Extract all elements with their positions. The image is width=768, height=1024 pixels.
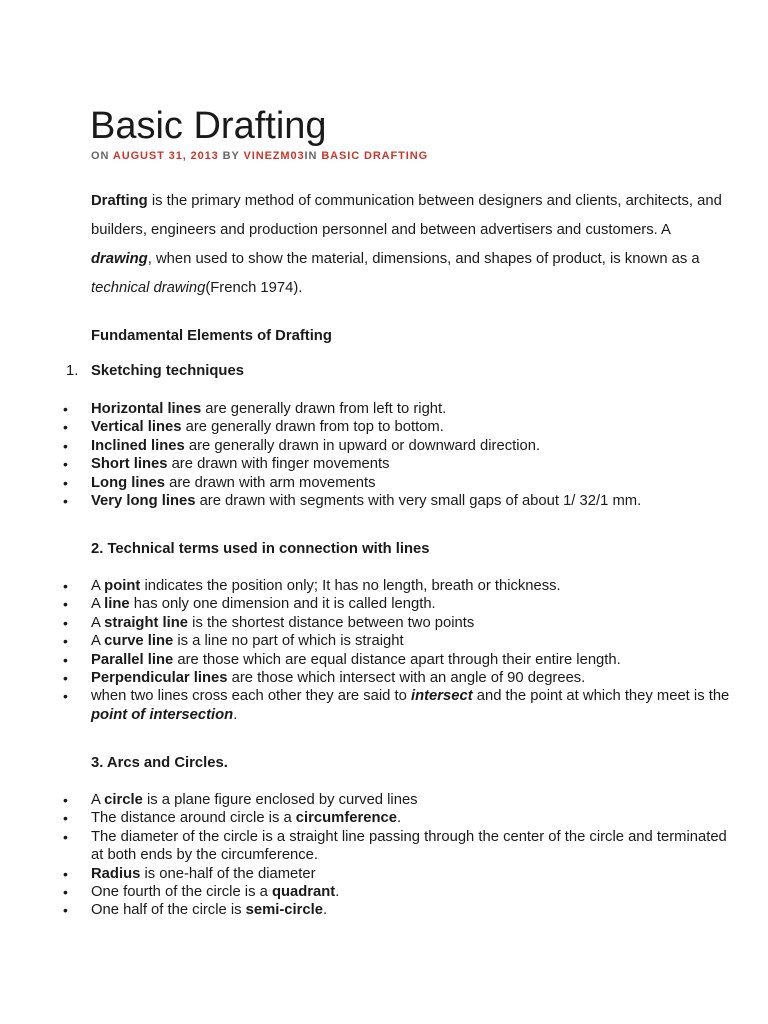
item-term: Radius xyxy=(91,865,141,882)
item-text: . xyxy=(335,884,340,901)
list-item xyxy=(91,418,731,436)
list-item xyxy=(91,474,731,492)
item-text: are drawn with finger movements xyxy=(167,456,390,473)
item-text: indicates the position only; It has no length, breath or thickness. xyxy=(140,578,561,594)
item-pre: The diameter of the circle is a straight line passing through the center of the circle and terminated at both ends by the circumference. xyxy=(91,828,727,864)
list-item xyxy=(91,400,731,418)
item-pre: A xyxy=(91,792,105,808)
section3-heading: 3. Arcs and Circles. xyxy=(91,755,228,771)
item-term: point of intersection xyxy=(91,706,234,723)
meta-by-label: BY xyxy=(222,150,240,162)
item-pre: One half of the circle is xyxy=(91,902,246,919)
intro-text-3: (French 1974). xyxy=(205,280,303,296)
list-item xyxy=(91,791,731,809)
item-pre: A xyxy=(91,614,105,631)
item-term: Perpendicular lines xyxy=(91,670,228,687)
intro-term: Drafting xyxy=(91,193,148,209)
item-term: Long lines xyxy=(91,474,165,491)
list-item xyxy=(91,595,731,613)
section1-heading xyxy=(66,362,244,381)
list-item xyxy=(91,901,731,919)
line-terms-list xyxy=(91,577,731,724)
item-text: . xyxy=(233,706,238,723)
item-text: . xyxy=(396,810,402,827)
item-text: is one-half of the diameter xyxy=(140,865,316,882)
item-text: is a plane figure enclosed by curved lines xyxy=(142,792,418,808)
list-item xyxy=(91,828,731,865)
sketching-list xyxy=(91,400,731,510)
item-pre: The distance around circle is a xyxy=(91,810,296,827)
intro-text-1: is the primary method of communication between designers and clients, architects, and builders, engineers and production personnel and between advertisers and customers. A xyxy=(91,193,722,238)
meta-in-label: IN xyxy=(304,150,318,162)
item-pre: A xyxy=(91,633,105,650)
item-text: are generally drawn in upward or downward direction. xyxy=(184,437,541,454)
list-item xyxy=(91,651,731,669)
list-item xyxy=(91,492,731,510)
fundamentals-heading: Fundamental Elements of Drafting xyxy=(91,328,332,344)
section1-number: 1. xyxy=(66,363,79,379)
item-term: straight line xyxy=(104,614,189,631)
item-text: has only one dimension and it is called length. xyxy=(129,596,436,613)
item-term: point xyxy=(104,578,141,594)
item-pre: A xyxy=(91,578,105,594)
item-term: curve line xyxy=(104,633,174,650)
item-text: are those which intersect with an angle of 90 degrees. xyxy=(227,670,586,687)
item-term: circumference xyxy=(295,810,397,827)
item-term: Very long lines xyxy=(91,493,196,510)
section2-heading: 2. Technical terms used in connection with lines xyxy=(91,541,430,557)
item-term: Parallel line xyxy=(91,651,174,668)
item-term: semi-circle xyxy=(245,902,323,919)
item-pre: One fourth of the circle is a xyxy=(91,884,272,901)
item-text: are drawn with segments with very small gaps of about 1/ 32/1 mm. xyxy=(195,493,642,510)
post-meta xyxy=(91,149,428,163)
meta-on-label: ON xyxy=(91,150,110,162)
item-term: Inclined lines xyxy=(91,437,185,454)
item-text: is a line no part of which is straight xyxy=(173,633,404,650)
item-text: and the point at which they meet is the xyxy=(472,688,730,705)
item-text: when two lines cross each other they are said to xyxy=(91,688,411,705)
list-item xyxy=(91,687,731,724)
item-text: are generally drawn from left to right. xyxy=(201,401,447,417)
list-item xyxy=(91,865,731,883)
item-text: are those which are equal distance apart through their entire length. xyxy=(173,651,621,668)
list-item xyxy=(91,455,731,473)
item-term: intersect xyxy=(410,688,473,705)
list-item xyxy=(91,632,731,650)
item-pre: A xyxy=(91,596,105,613)
item-term: Short lines xyxy=(91,456,168,473)
author-link[interactable]: VINEZM03 xyxy=(243,150,305,162)
intro-text-2: , when used to show the material, dimensions, and shapes of product, is known as a xyxy=(147,251,700,267)
list-item xyxy=(91,809,731,827)
item-text: are generally drawn from top to bottom. xyxy=(181,419,444,436)
circles-list xyxy=(91,791,731,920)
item-term: line xyxy=(104,596,130,613)
category-link[interactable]: BASIC DRAFTING xyxy=(321,150,429,162)
section1-heading-text: Sketching techniques xyxy=(91,363,244,379)
item-term: quadrant xyxy=(271,884,336,901)
article-title: Basic Drafting xyxy=(90,105,327,147)
item-text: are drawn with arm movements xyxy=(165,474,376,491)
item-term: Horizontal lines xyxy=(91,401,202,417)
item-term: Vertical lines xyxy=(91,419,182,436)
intro-paragraph xyxy=(91,187,731,303)
list-item xyxy=(91,614,731,632)
item-term: circle xyxy=(104,792,143,808)
list-item xyxy=(91,437,731,455)
post-date-link[interactable]: AUGUST 31, 2013 xyxy=(112,150,219,162)
list-item xyxy=(91,577,731,595)
item-text: . xyxy=(322,902,328,919)
intro-technical-drawing: technical drawing xyxy=(91,280,206,296)
item-text: is the shortest distance between two points xyxy=(188,614,475,631)
list-item xyxy=(91,883,731,901)
intro-drawing: drawing xyxy=(91,251,148,267)
list-item xyxy=(91,669,731,687)
